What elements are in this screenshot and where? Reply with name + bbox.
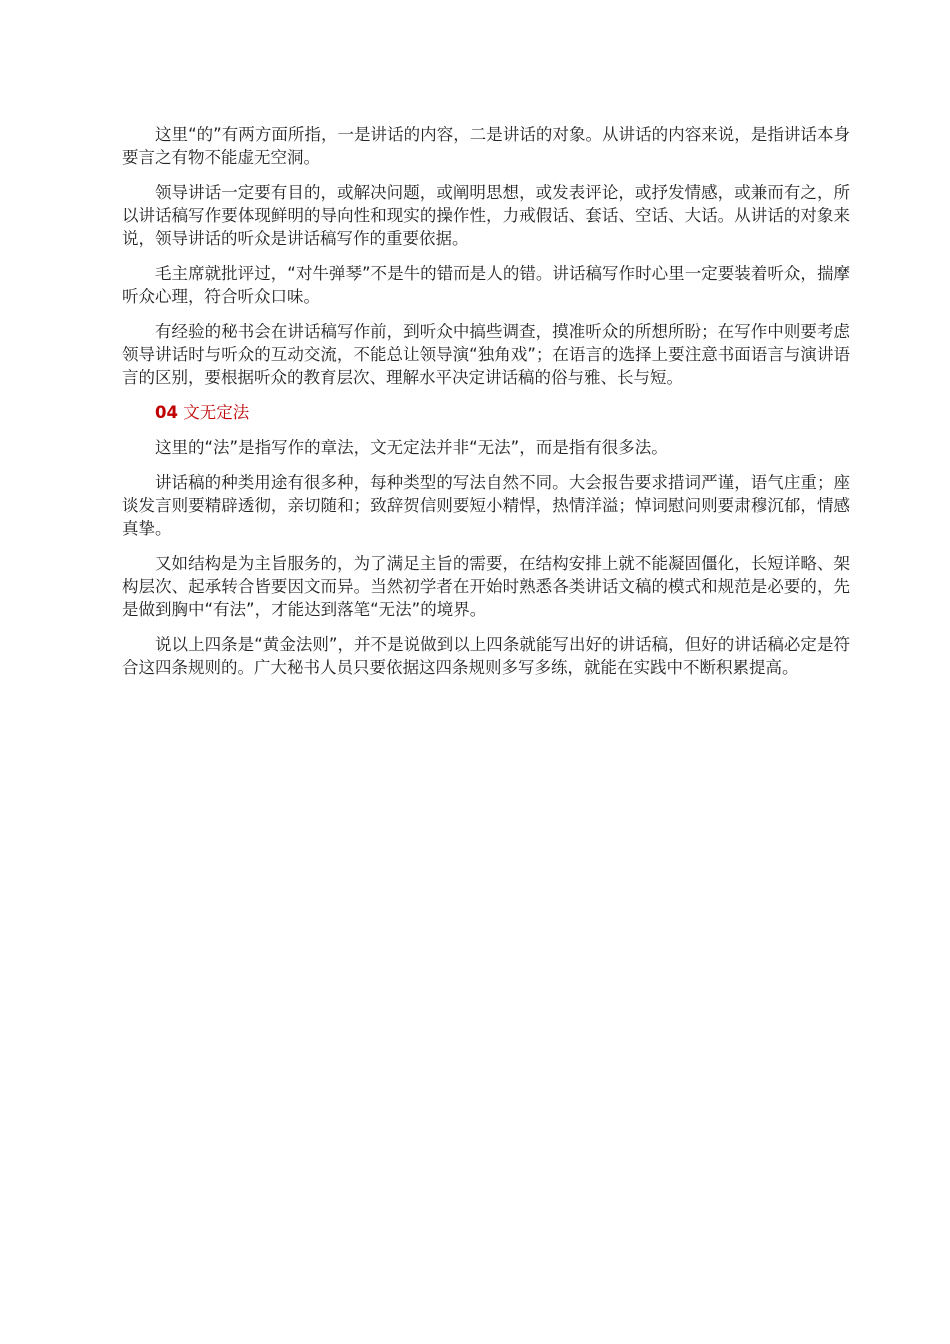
paragraph-4: 有经验的秘书会在讲话稿写作前，到听众中搞些调查，摸准听众的所想所盼；在写作中则要考虑领导讲话时与听众的互动交流，不能总让领导演“独角戏”；在语言的选择上要注意书面语言与演讲语言的区别，要根据听众的教育层次、理解水平决定讲话稿的俗与雅、长与短。	[122, 322, 850, 387]
section-number: 04	[155, 403, 178, 422]
section-title: 文无定法	[183, 403, 250, 422]
document-body	[122, 123, 850, 691]
paragraph-1: 这里“的”有两方面所指，一是讲话的内容，二是讲话的对象。从讲话的内容来说，是指讲话本身要言之有物不能虚无空洞。	[122, 125, 850, 167]
section-heading	[122, 401, 850, 424]
paragraph-3: 毛主席就批评过，“对牛弹琴”不是牛的错而是人的错。讲话稿写作时心里一定要装着听众，揣摩听众心理，符合听众口味。	[122, 264, 850, 306]
paragraph-8: 说以上四条是“黄金法则”，并不是说做到以上四条就能写出好的讲话稿，但好的讲话稿必定是符合这四条规则的。广大秘书人员只要依据这四条规则多写多练，就能在实践中不断积累提高。	[122, 635, 850, 677]
paragraph-6: 讲话稿的种类用途有很多种，每种类型的写法自然不同。大会报告要求措词严谨，语气庄重；座谈发言则要精辟透彻，亲切随和；致辞贺信则要短小精悍，热情洋溢；悼词慰问则要肃穆沉郁，情感真挚。	[122, 473, 850, 538]
paragraph-7: 又如结构是为主旨服务的，为了满足主旨的需要，在结构安排上就不能凝固僵化，长短详略、架构层次、起承转合皆要因文而异。当然初学者在开始时熟悉各类讲话文稿的模式和规范是必要的，先是做到胸中“有法”，才能达到落笔“无法”的境界。	[122, 554, 850, 619]
paragraph-5: 这里的“法”是指写作的章法，文无定法并非“无法”，而是指有很多法。	[155, 438, 668, 457]
paragraph-2: 领导讲话一定要有目的，或解决问题，或阐明思想，或发表评论，或抒发情感，或兼而有之，所以讲话稿写作要体现鲜明的导向性和现实的操作性，力戒假话、套话、空话、大话。从讲话的对象来说，领导讲话的听众是讲话稿写作的重要依据。	[122, 183, 850, 248]
